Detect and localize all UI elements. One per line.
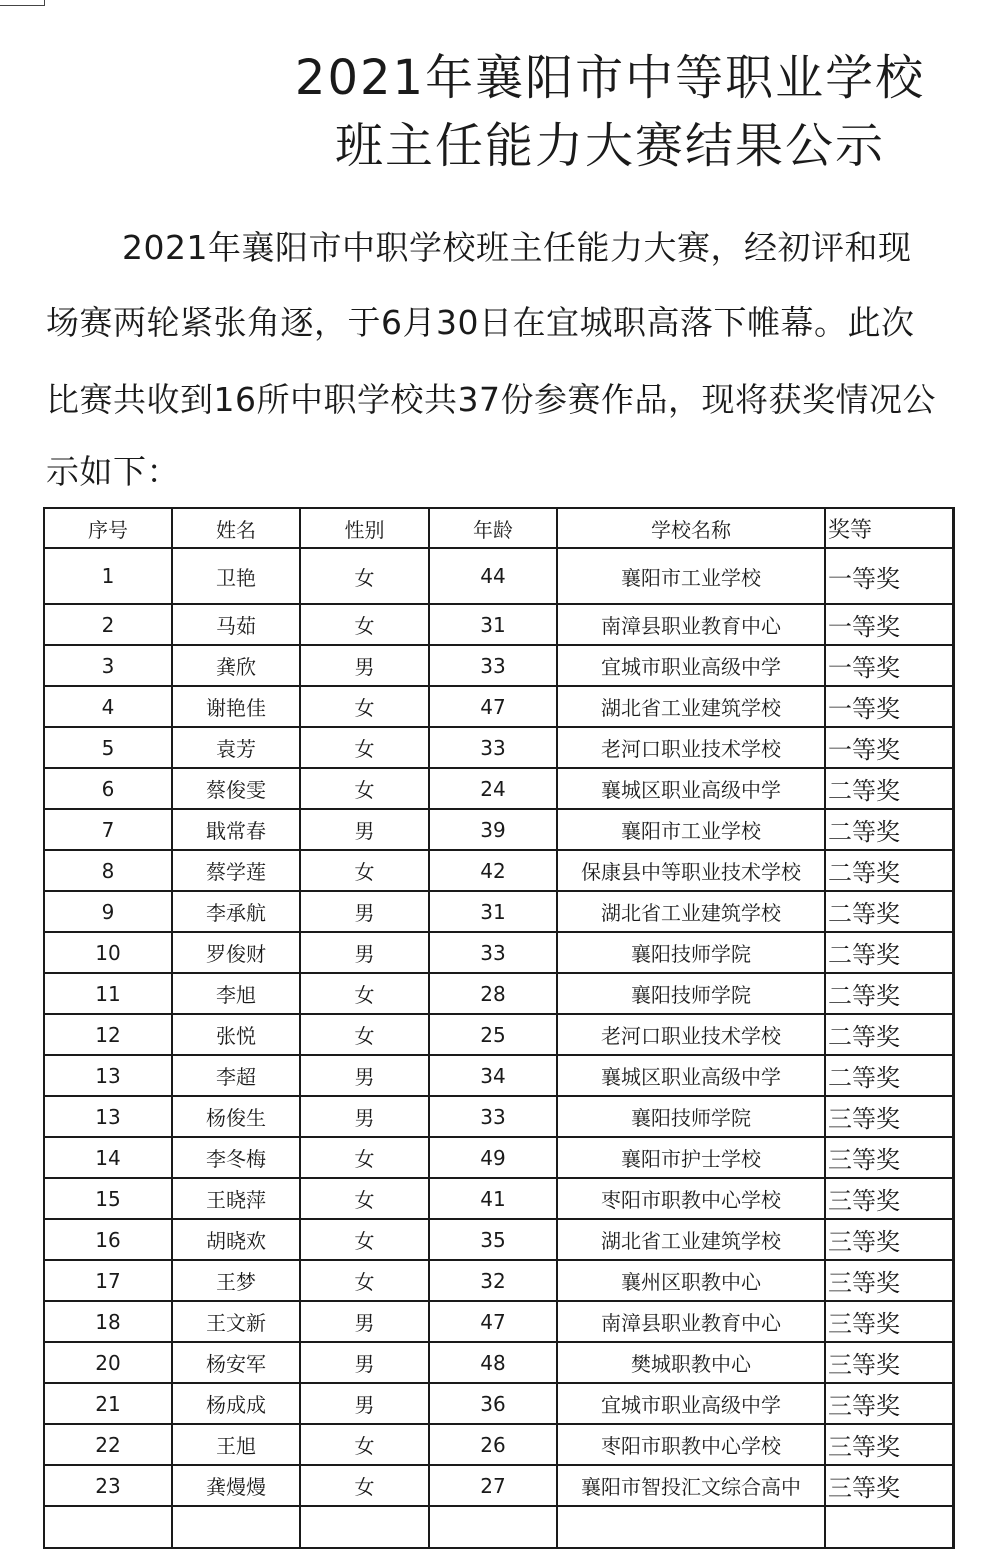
cell-gender: 女 xyxy=(300,1260,429,1301)
table-row xyxy=(44,1301,953,1342)
cell-number: 13 xyxy=(44,1096,172,1137)
cell-gender: 女 xyxy=(300,1219,429,1260)
cell-school: 保康县中等职业技术学校 xyxy=(557,850,825,891)
cell-age: 28 xyxy=(429,973,557,1014)
cell-gender: 男 xyxy=(300,1055,429,1096)
cell-award: 二等奖 xyxy=(825,850,953,891)
cell-name: 龚欣 xyxy=(172,645,300,686)
cell-name: 马茹 xyxy=(172,604,300,645)
cell-name: 谢艳佳 xyxy=(172,686,300,727)
header-age: 年龄 xyxy=(429,508,557,548)
cell-award: 三等奖 xyxy=(825,1219,953,1260)
cell-award: 一等奖 xyxy=(825,604,953,645)
table-header-row xyxy=(44,508,953,548)
cell-name: 李旭 xyxy=(172,973,300,1014)
cell-number: 14 xyxy=(44,1137,172,1178)
cell-gender: 男 xyxy=(300,809,429,850)
cell-number: 1 xyxy=(44,548,172,604)
table-row xyxy=(44,1342,953,1383)
empty-cell xyxy=(172,1506,300,1548)
cell-number: 13 xyxy=(44,1055,172,1096)
cell-number: 6 xyxy=(44,768,172,809)
cell-gender: 女 xyxy=(300,850,429,891)
cell-age: 25 xyxy=(429,1014,557,1055)
header-school: 学校名称 xyxy=(557,508,825,548)
cell-school: 枣阳市职教中心学校 xyxy=(557,1424,825,1465)
cell-name: 张悦 xyxy=(172,1014,300,1055)
cell-age: 42 xyxy=(429,850,557,891)
table-row xyxy=(44,768,953,809)
empty-cell xyxy=(44,1506,172,1548)
cell-name: 袁芳 xyxy=(172,727,300,768)
cell-name: 李超 xyxy=(172,1055,300,1096)
table-row xyxy=(44,686,953,727)
cell-school: 枣阳市职教中心学校 xyxy=(557,1178,825,1219)
cell-school: 襄城区职业高级中学 xyxy=(557,768,825,809)
cell-school: 襄阳技师学院 xyxy=(557,932,825,973)
empty-cell xyxy=(825,1506,953,1548)
table-row xyxy=(44,932,953,973)
table-row xyxy=(44,548,953,604)
cell-age: 34 xyxy=(429,1055,557,1096)
cell-name: 胡晓欢 xyxy=(172,1219,300,1260)
cell-school: 襄阳市护士学校 xyxy=(557,1137,825,1178)
cell-award: 三等奖 xyxy=(825,1137,953,1178)
cell-name: 罗俊财 xyxy=(172,932,300,973)
cell-age: 47 xyxy=(429,686,557,727)
cell-name: 李冬梅 xyxy=(172,1137,300,1178)
cell-gender: 女 xyxy=(300,1014,429,1055)
cell-number: 22 xyxy=(44,1424,172,1465)
cell-age: 33 xyxy=(429,1096,557,1137)
cell-award: 三等奖 xyxy=(825,1465,953,1506)
cell-name: 蔡学莲 xyxy=(172,850,300,891)
table-row xyxy=(44,850,953,891)
header-name: 姓名 xyxy=(172,508,300,548)
cell-award: 一等奖 xyxy=(825,727,953,768)
cell-award: 二等奖 xyxy=(825,768,953,809)
cell-age: 33 xyxy=(429,932,557,973)
cell-award: 三等奖 xyxy=(825,1424,953,1465)
page-title-line-1: 2021年襄阳市中等职业学校 xyxy=(294,50,926,106)
cell-age: 48 xyxy=(429,1342,557,1383)
cell-gender: 男 xyxy=(300,645,429,686)
table-row xyxy=(44,973,953,1014)
intro-line-4: 示如下： xyxy=(46,452,180,491)
cell-age: 24 xyxy=(429,768,557,809)
header-number: 序号 xyxy=(44,508,172,548)
cell-name: 杨俊生 xyxy=(172,1096,300,1137)
cell-age: 44 xyxy=(429,548,557,604)
cell-age: 31 xyxy=(429,891,557,932)
cell-age: 49 xyxy=(429,1137,557,1178)
table-row xyxy=(44,1096,953,1137)
cell-award: 二等奖 xyxy=(825,973,953,1014)
cell-name: 戢常春 xyxy=(172,809,300,850)
cell-name: 王旭 xyxy=(172,1424,300,1465)
cell-gender: 男 xyxy=(300,1301,429,1342)
cell-school: 湖北省工业建筑学校 xyxy=(557,1219,825,1260)
page-title-line-2: 班主任能力大赛结果公示 xyxy=(334,118,885,174)
table-row xyxy=(44,1465,953,1506)
cell-number: 12 xyxy=(44,1014,172,1055)
cell-number: 17 xyxy=(44,1260,172,1301)
cell-age: 32 xyxy=(429,1260,557,1301)
cell-name: 王晓萍 xyxy=(172,1178,300,1219)
empty-cell xyxy=(429,1506,557,1548)
table-row xyxy=(44,891,953,932)
cell-award: 二等奖 xyxy=(825,1014,953,1055)
cell-number: 8 xyxy=(44,850,172,891)
cell-number: 11 xyxy=(44,973,172,1014)
table-row xyxy=(44,604,953,645)
cell-award: 三等奖 xyxy=(825,1260,953,1301)
table-row xyxy=(44,1424,953,1465)
cell-gender: 女 xyxy=(300,686,429,727)
cell-number: 23 xyxy=(44,1465,172,1506)
corner-mark xyxy=(0,0,45,6)
cell-award: 二等奖 xyxy=(825,1055,953,1096)
cell-school: 襄阳市工业学校 xyxy=(557,809,825,850)
cell-name: 蔡俊雯 xyxy=(172,768,300,809)
cell-number: 3 xyxy=(44,645,172,686)
cell-number: 18 xyxy=(44,1301,172,1342)
cell-school: 老河口职业技术学校 xyxy=(557,727,825,768)
cell-school: 襄州区职教中心 xyxy=(557,1260,825,1301)
table-row xyxy=(44,1055,953,1096)
cell-school: 襄城区职业高级中学 xyxy=(557,1055,825,1096)
cell-award: 三等奖 xyxy=(825,1096,953,1137)
cell-name: 王文新 xyxy=(172,1301,300,1342)
cell-award: 三等奖 xyxy=(825,1301,953,1342)
cell-age: 39 xyxy=(429,809,557,850)
cell-award: 二等奖 xyxy=(825,809,953,850)
cell-school: 樊城职教中心 xyxy=(557,1342,825,1383)
cell-name: 王梦 xyxy=(172,1260,300,1301)
cell-gender: 女 xyxy=(300,1465,429,1506)
cell-gender: 女 xyxy=(300,727,429,768)
cell-school: 襄阳市智投汇文综合高中 xyxy=(557,1465,825,1506)
cell-gender: 女 xyxy=(300,604,429,645)
cell-gender: 女 xyxy=(300,768,429,809)
cell-award: 一等奖 xyxy=(825,645,953,686)
cell-age: 36 xyxy=(429,1383,557,1424)
cell-number: 15 xyxy=(44,1178,172,1219)
cell-number: 21 xyxy=(44,1383,172,1424)
cell-name: 杨成成 xyxy=(172,1383,300,1424)
cell-award: 三等奖 xyxy=(825,1383,953,1424)
table-row xyxy=(44,809,953,850)
cell-gender: 女 xyxy=(300,548,429,604)
cell-award: 二等奖 xyxy=(825,932,953,973)
cell-number: 5 xyxy=(44,727,172,768)
cell-school: 湖北省工业建筑学校 xyxy=(557,686,825,727)
header-gender: 性别 xyxy=(300,508,429,548)
cell-gender: 女 xyxy=(300,1137,429,1178)
cell-number: 20 xyxy=(44,1342,172,1383)
cell-school: 襄阳市工业学校 xyxy=(557,548,825,604)
cell-school: 宜城市职业高级中学 xyxy=(557,1383,825,1424)
cell-gender: 女 xyxy=(300,973,429,1014)
cell-age: 27 xyxy=(429,1465,557,1506)
table-row xyxy=(44,1383,953,1424)
cell-school: 南漳县职业教育中心 xyxy=(557,1301,825,1342)
cell-number: 4 xyxy=(44,686,172,727)
cell-award: 三等奖 xyxy=(825,1178,953,1219)
cell-age: 41 xyxy=(429,1178,557,1219)
cell-school: 老河口职业技术学校 xyxy=(557,1014,825,1055)
cell-number: 7 xyxy=(44,809,172,850)
cell-school: 南漳县职业教育中心 xyxy=(557,604,825,645)
results-table xyxy=(43,507,955,1549)
cell-name: 龚熳熳 xyxy=(172,1465,300,1506)
cell-name: 杨安军 xyxy=(172,1342,300,1383)
cell-award: 一等奖 xyxy=(825,548,953,604)
cell-school: 湖北省工业建筑学校 xyxy=(557,891,825,932)
cell-name: 李承航 xyxy=(172,891,300,932)
cell-gender: 男 xyxy=(300,1342,429,1383)
cell-gender: 男 xyxy=(300,1383,429,1424)
empty-cell xyxy=(300,1506,429,1548)
table-row xyxy=(44,645,953,686)
cell-age: 31 xyxy=(429,604,557,645)
cell-gender: 男 xyxy=(300,932,429,973)
cell-school: 襄阳技师学院 xyxy=(557,973,825,1014)
intro-line-1: 2021年襄阳市中职学校班主任能力大赛，经初评和现 xyxy=(122,228,912,267)
empty-cell xyxy=(557,1506,825,1548)
table-row-empty xyxy=(44,1506,953,1548)
intro-line-3: 比赛共收到16所中职学校共37份参赛作品，现将获奖情况公 xyxy=(46,380,936,419)
cell-number: 2 xyxy=(44,604,172,645)
cell-age: 33 xyxy=(429,727,557,768)
cell-school: 宜城市职业高级中学 xyxy=(557,645,825,686)
cell-age: 35 xyxy=(429,1219,557,1260)
cell-number: 16 xyxy=(44,1219,172,1260)
cell-number: 10 xyxy=(44,932,172,973)
cell-gender: 男 xyxy=(300,891,429,932)
cell-school: 襄阳技师学院 xyxy=(557,1096,825,1137)
table-row xyxy=(44,727,953,768)
cell-gender: 男 xyxy=(300,1096,429,1137)
table-row xyxy=(44,1219,953,1260)
cell-age: 26 xyxy=(429,1424,557,1465)
header-award: 奖等 xyxy=(825,508,953,548)
cell-award: 二等奖 xyxy=(825,891,953,932)
table-row xyxy=(44,1014,953,1055)
table-row xyxy=(44,1260,953,1301)
cell-name: 卫艳 xyxy=(172,548,300,604)
table-row xyxy=(44,1137,953,1178)
intro-line-2: 场赛两轮紧张角逐，于6月30日在宜城职高落下帷幕。此次 xyxy=(46,303,915,342)
cell-gender: 女 xyxy=(300,1178,429,1219)
cell-gender: 女 xyxy=(300,1424,429,1465)
cell-award: 三等奖 xyxy=(825,1342,953,1383)
cell-age: 33 xyxy=(429,645,557,686)
table-row xyxy=(44,1178,953,1219)
cell-age: 47 xyxy=(429,1301,557,1342)
cell-award: 一等奖 xyxy=(825,686,953,727)
cell-number: 9 xyxy=(44,891,172,932)
